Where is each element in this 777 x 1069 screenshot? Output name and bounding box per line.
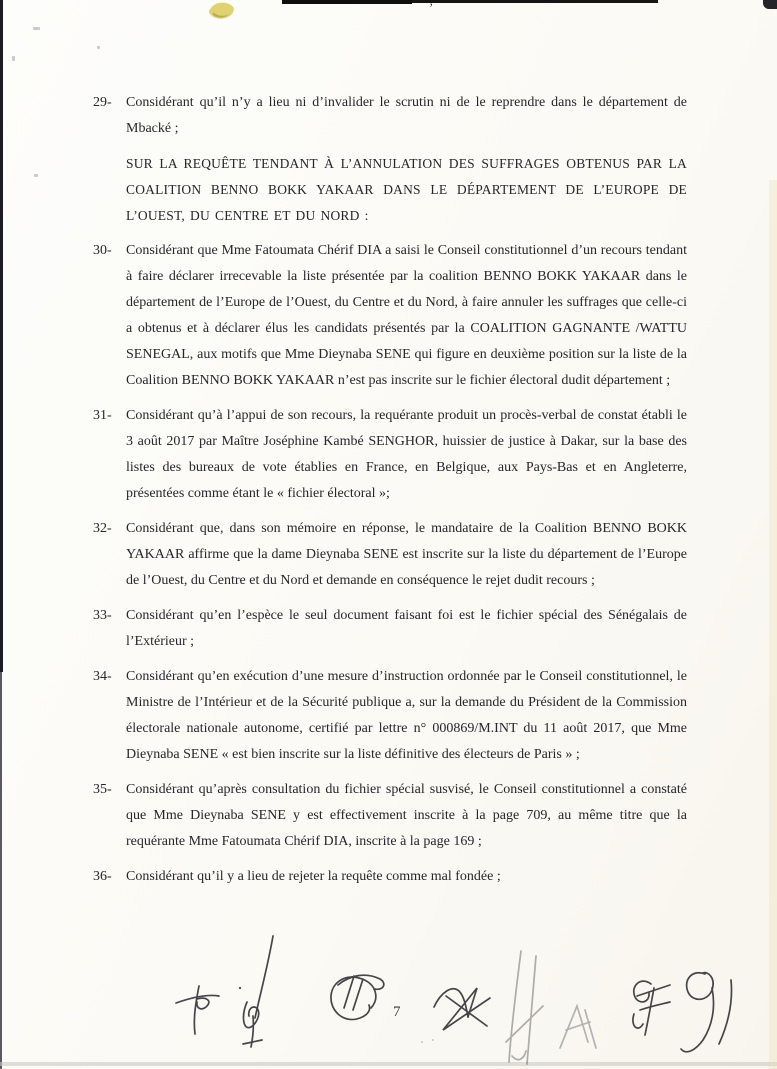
scan-edge-left <box>0 0 3 672</box>
scan-speck <box>12 56 15 61</box>
signature-tall-faint <box>506 951 543 1064</box>
scan-speck-dots <box>421 1039 434 1043</box>
paragraph-31 <box>93 403 687 507</box>
paragraph-35 <box>93 777 687 855</box>
paragraph-number: 32- <box>93 521 112 536</box>
paragraph-number: 30- <box>93 243 112 258</box>
paragraph-number: 29- <box>93 95 112 110</box>
paragraph-30 <box>93 238 687 394</box>
signature-long-stroke <box>243 936 273 1047</box>
signature-faint-a <box>560 1006 596 1048</box>
signature-oval-scribble <box>331 975 384 1019</box>
ink-stain <box>205 1 237 20</box>
paragraph-29 <box>93 90 687 142</box>
paragraph-text: Considérant que, dans son mémoire en réponse, le mandataire de la Coalition BENNO BOKK YAKAAR affirme que la dame Dieynaba SENE est inscrite sur la liste du département de l’Europe de l’Ouest, du Centre et du Nord et demande en conséquence le rejet dudit recours ; <box>126 521 687 588</box>
scan-speck <box>97 46 100 49</box>
paragraph-text: Considérant qu’il n’y a lieu ni d’invalider le scrutin ni de le reprendre dans le département de Mbacké ; <box>126 95 687 136</box>
paragraph-number: 33- <box>93 608 112 623</box>
paragraph-text: Considérant qu’après consultation du fichier spécial susvisé, le Conseil constitutionnel a constaté que Mme Dieynaba SENE y est effectivement inscrite à la page 709, au même titre que la requérante Mme Fatoumata Chérif DIA, inscrite à la page 169 ; <box>126 782 687 849</box>
scan-speck <box>34 174 38 177</box>
paragraph-number: 36- <box>93 869 112 884</box>
scan-edge-right-tint <box>769 180 777 1069</box>
paragraph-36 <box>93 864 687 890</box>
paragraph-text: Considérant qu’en exécution d’une mesure d’instruction ordonnée par le Conseil constitutionnel, le Ministre de l’Intérieur et de la Sécurité publique a, sur la demande du Président de la Commission électorale nationale autonome, certifié par lettre n° 000869/M.INT du 11 août 2017, que Mme Dieynaba SENE « est bien inscrite sur la liste définitive des électeurs de Paris » ; <box>126 669 687 762</box>
paragraph-text: Considérant qu’à l’appui de son recours, la requérante produit un procès-verbal de constat établi le 3 août 2017 par Maître Joséphine Kambé SENGHOR, huissier de justice à Dakar, sur la base des listes des bureaux de vote établies en France, en Belgique, aux Pays-Bas et en Angleterre, présentées comme étant le « fichier électoral »; <box>126 408 687 501</box>
paragraph-32 <box>93 516 687 594</box>
paragraph-text: Considérant qu’en l’espèce le seul document faisant foi est le fichier spécial des Sénégalais de l’Extérieur ; <box>126 608 687 649</box>
signatures-overlay <box>0 930 777 1069</box>
scan-corner-top-right <box>763 0 777 9</box>
paragraph-number: 31- <box>93 408 112 423</box>
paragraph-number: 35- <box>93 782 112 797</box>
paragraph-text: Considérant qu’il y a lieu de rejeter la requête comme mal fondée ; <box>126 869 501 884</box>
document-body <box>93 90 687 899</box>
scan-edge-bottom <box>0 1062 777 1066</box>
paragraph-33 <box>93 603 687 655</box>
signature-cross <box>176 986 241 1034</box>
scan-edge-top-dark <box>282 0 412 4</box>
scan-speck <box>33 27 40 30</box>
section-heading: SUR LA REQUÊTE TENDANT À L’ANNULATION DES SUFFRAGES OBTENUS PAR LA COALITION BENNO BOKK YAKAAR DANS LE DÉPARTEMENT DE L’EUROPE DE L’OUEST, DU CENTRE ET DU NORD : <box>126 156 687 223</box>
paragraph-text: Considérant que Mme Fatoumata Chérif DIA a saisi le Conseil constitutionnel d’un recours tendant à faire déclarer irrecevable la liste présentée par la coalition BENNO BOKK YAKAAR dans le département de l’Europe de l’Ouest, du Centre et du Nord, à faire annuler les suffrages que celle-ci a obtenus et à déclarer élus les candidats présentés par la COALITION GAGNANTE /WATTU SENEGAL, aux motifs que Mme Dieynaba SENE qui figure en deuxième position sur la liste de la Coalition BENNO BOKK YAKAAR n’est pas inscrite sur le fichier électoral dudit département ; <box>126 243 687 388</box>
stray-comma-mark: ’ <box>429 0 434 15</box>
paragraph-number: 34- <box>93 669 112 684</box>
paragraph-34 <box>93 664 687 768</box>
signature-zigzag-crown <box>434 988 490 1030</box>
signature-initials-gt <box>633 981 670 1035</box>
scan-edge-left-lower <box>0 672 2 1069</box>
signature-loop-tail <box>681 973 732 1052</box>
page-number: 7 <box>393 1004 401 1020</box>
